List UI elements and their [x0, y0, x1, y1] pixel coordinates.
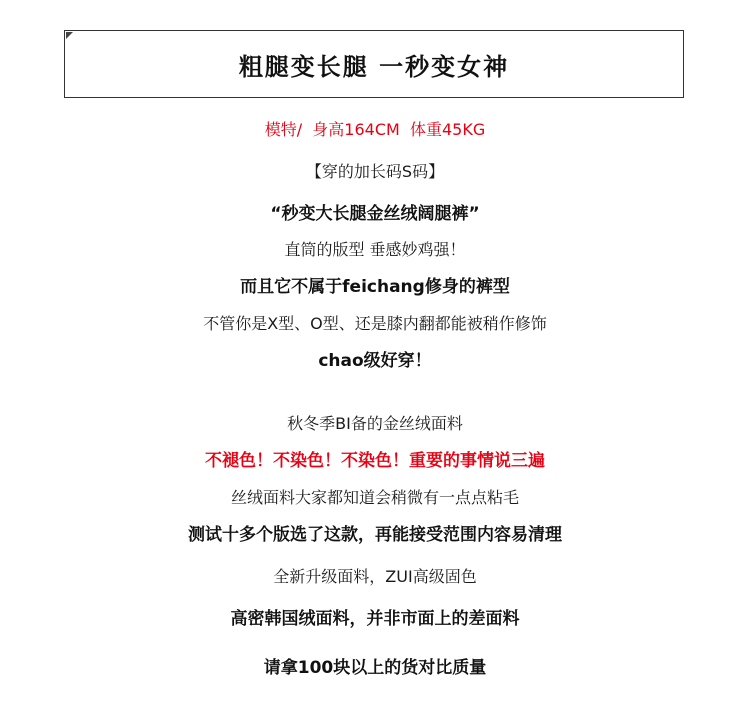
cut-description: 而且它不属于feichang修身的裤型: [240, 277, 510, 297]
size-note: 【穿的加长码S码】: [305, 162, 445, 181]
comfort-note: chao级好穿！: [318, 351, 432, 371]
upgrade-note: 全新升级面料，ZUI高级固色: [273, 567, 477, 586]
page-title: 粗腿变长腿 一秒变女神: [238, 51, 510, 81]
color-fast-warning: 不褪色！不染色！不染色！重要的事情说三遍: [205, 451, 545, 471]
model-info: 模特/ 身高164CM 体重45KG: [264, 120, 486, 139]
corner-triangle-icon: [66, 32, 73, 39]
testing-note: 测试十多个版选了这款，再能接受范围内容易清理: [188, 525, 562, 545]
fabric-season-note: 秋冬季BI备的金丝绒面料: [287, 414, 463, 433]
body-type-note: 不管你是X型、O型、还是膝内翻都能被稍作修饰: [203, 314, 547, 333]
fabric-quality-note: 高密韩国绒面料，并非市面上的差面料: [230, 609, 520, 629]
product-slogan: “秒变大长腿金丝绒阔腿裤”: [270, 204, 480, 224]
title-box: [64, 30, 684, 98]
comparison-note: 请拿100块以上的货对比质量: [263, 658, 487, 678]
fit-description: 直筒的版型 垂感妙鸡强！: [284, 240, 466, 259]
lint-note: 丝绒面料大家都知道会稍微有一点点粘毛: [230, 488, 519, 507]
